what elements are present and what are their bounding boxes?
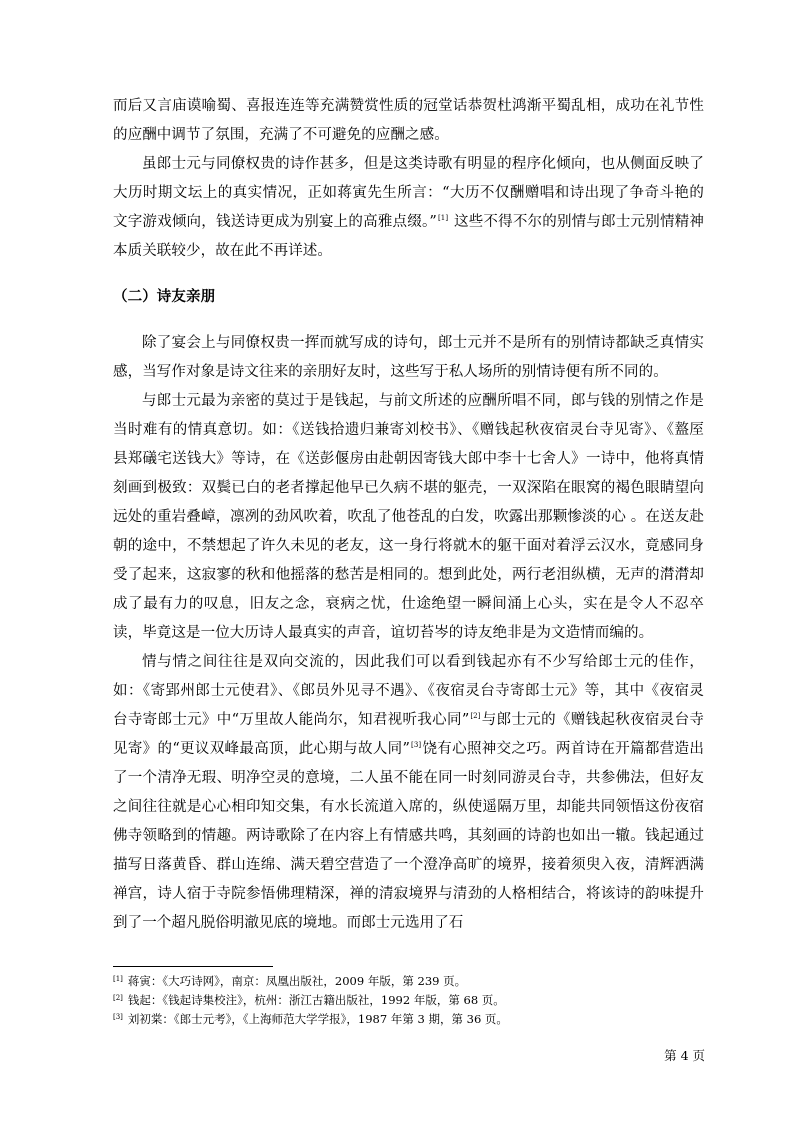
footnote-mark: [1] — [113, 975, 123, 983]
paragraph-text: 而后又言庙谟喻蜀、喜报连连等充满赞赏性质的冠堂话恭贺杜鸿渐平蜀乱相，成功在礼节性的应酬中调节了氛围，充满了不可避免的应酬之感。 — [113, 98, 704, 143]
section-heading: （二）诗友亲朋 — [113, 289, 216, 305]
footnote-mark: [3] — [113, 1013, 123, 1021]
footnote-2 — [113, 990, 704, 1009]
paragraph-continuation — [113, 92, 704, 150]
footnotes — [113, 971, 704, 1028]
footnote-divider — [113, 966, 273, 967]
footnote-ref-2[interactable]: [2] — [470, 712, 481, 720]
footnote-text: 刘初棠：《郎士元考》，《上海师范大学学报》，1987 年第 3 期，第 36 页。 — [127, 1012, 508, 1026]
paragraph-text: 饶有心照神交之巧。两首诗在开篇都营造出了一个清净无瑕、明净空灵的意境，二人虽不能在同一时刻同游灵台寺，共参佛法，但好友之间往往就是心心相印知交集，有水长流道入席的，纵使遥隔万里，却能共同领悟这份夜宿佛寺领略到的情趣。两诗歌除了在内容上有情感共鸣，其刻画的诗韵也如出一辙。钱起通过描写日落黄昏、群山连绵、满天碧空营造了一个澄净高旷的境界，接着须臾入夜，清辉洒满禅宫，诗人宿于寺院参悟佛理精深，禅的清寂境界与清劲的人格相结合，将该诗的韵味提升到了一个超凡脱俗明澈见底的境地。而郎士元选用了石 — [113, 741, 704, 931]
footnote-text: 蒋寅：《大巧诗网》，南京：凤凰出版社，2009 年版，第 239 页。 — [127, 974, 467, 988]
page-number: 第 4 页 — [664, 1048, 705, 1063]
paragraph-text: 情与情之间往往是双向交流的，因此我们可以看到钱起亦有不少写给郎士元的佳作，如：《寄郢州郎士元使君》、《郎员外见寻不遇》、《夜宿灵台寺寄郎士元》等，其中《夜宿灵台寺寄郎士元》中“万里故人能尚尔，知君视听我心同” — [113, 654, 704, 728]
paragraph-text: 虽郎士元与同僚权贵的诗作甚多，但是这类诗歌有明显的程序化倾向，也从侧面反映了大历时期文坛上的真实情况，正如蒋寅先生所言：“大历不仅酬赠唱和诗出现了争奇斗艳的文字游戏倾向，钱送诗更成为别宴上的高雅点缀。” — [113, 156, 704, 230]
paragraph-text: 除了宴会上与同僚权贵一挥而就写成的诗句，郎士元并不是所有的别情诗都缺乏真情实感，当写作对象是诗文往来的亲朋好友时，这些写于私人场所的别情诗便有所不同的。 — [113, 335, 704, 380]
paragraph-5 — [113, 648, 704, 938]
footnote-1 — [113, 971, 704, 990]
paragraph-2 — [113, 150, 704, 266]
paragraph-4 — [113, 387, 704, 648]
footnote-mark: [2] — [113, 994, 123, 1002]
footnote-ref-1[interactable]: [1] — [437, 214, 449, 222]
paragraph-3 — [113, 329, 704, 387]
footnote-text: 钱起：《钱起诗集校注》，杭州：浙江古籍出版社，1992 年版，第 68 页。 — [127, 993, 505, 1007]
footnote-3 — [113, 1009, 704, 1028]
paragraph-text: 与郎士元的《赠钱起秋夜宿灵台寺见寄》的“更议双峰最高顶，此心期与故人同” — [113, 712, 705, 757]
footnote-ref-3[interactable]: [3] — [411, 741, 422, 749]
paragraph-text: 这些不得不尔的别情与郎士元别情精神本质关联较少，故在此不再详述。 — [113, 214, 704, 259]
paragraph-text: 与郎士元最为亲密的莫过于是钱起，与前文所述的应酬所唱不同，郎与钱的别情之作是当时难有的情真意切。如：《送钱拾遗归兼寄刘校书》、《赠钱起秋夜宿灵台寺见寄》、《盩厔县郑礒宅送钱大》等诗，在《送彭偃房由赴朝因寄钱大郎中李十七舍人》一诗中，他将真情刻画到极致：双鬓已白的老者撑起他早已久病不堪的躯壳，一双深陷在眼窝的褐色眼睛望向远处的重岩叠嶂，凛冽的劲风吹着，吹乱了他苍乱的白发，吹露出那颗惨淡的心 。在送友赴朝的途中，不禁想起了许久未见的老友，这一身行将就木的躯干面对着浮云汉水，竟感同身受了起来，这寂寥的秋和他摇落的愁苦是相同的。想到此处，两行老泪纵横，无声的潸潸却成了最有力的叹息，旧友之念，衰病之忧，仕途绝望一瞬间涌上心头，实在是令人不忍卒读，毕竟这是一位大历诗人最真实的声音，谊切苔岑的诗友绝非是为文造情而编的。 — [113, 393, 704, 641]
body-text — [113, 92, 704, 938]
